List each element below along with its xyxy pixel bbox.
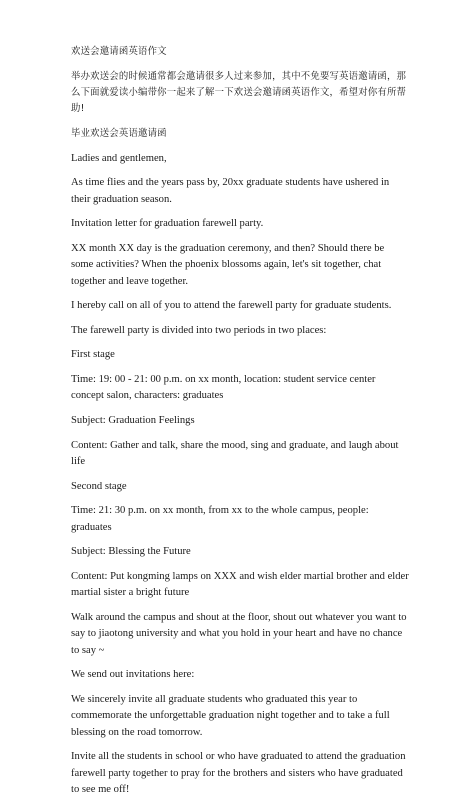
paragraph: Content: Put kongming lamps on XXX and wish elder martial brother and elder martial sister a bright future [71,570,409,599]
section-heading-first-stage: First stage [71,349,115,361]
paragraph: Content: Gather and talk, share the mood, sing and graduate, and laugh about life [71,439,399,467]
document-title: 欢送会邀请函英语作文 [71,46,167,57]
paragraph: Invite all the students in school or who have graduated to attend the graduation farewell party together to pray for the brothers and sisters who have graduated to see me off! [71,751,406,795]
paragraph: XX month XX day is the graduation ceremony, and then? Should there be some activities? When the phoenix blossoms again, let's sit together, chat together and leave together. [71,242,385,287]
document-subtitle: 毕业欢送会英语邀请函 [71,128,167,139]
paragraph: We send out invitations here: [71,669,195,681]
paragraph: As time flies and the years pass by, 20xx graduate students have ushered in their graduation season. [71,177,390,205]
paragraph: Subject: Graduation Feelings [71,414,195,426]
paragraph: Time: 21: 30 p.m. on xx month, from xx to the whole campus, people: graduates [71,505,369,533]
paragraph: The farewell party is divided into two periods in two places: [71,324,327,336]
paragraph: Time: 19: 00 - 21: 00 p.m. on xx month, location: student service center concept salon, characters: graduates [71,373,376,402]
paragraph: Subject: Blessing the Future [71,546,191,558]
section-heading-second-stage: Second stage [71,480,127,492]
intro-paragraph: 举办欢送会的时候通常都会邀请很多人过来参加，其中不免要写英语邀请函，那么下面就爱读小编带你一起来了解一下欢送会邀请函英语作文，希望对你有所帮助! [71,70,407,115]
document-body [71,44,409,807]
salutation: Ladies and gentlemen, [71,152,167,164]
paragraph: Walk around the campus and shout at the floor, shout out whatever you want to say to jiaotong university and what you hold in your heart and have no chance to say ~ [71,611,407,656]
paragraph: I hereby call on all of you to attend the farewell party for graduate students. [71,300,392,312]
paragraph: We sincerely invite all graduate students who graduated this year to commemorate the unforgettable graduation night together and to take a full blessing on the road tomorrow. [71,693,390,738]
paragraph: Invitation letter for graduation farewell party. [71,218,264,230]
